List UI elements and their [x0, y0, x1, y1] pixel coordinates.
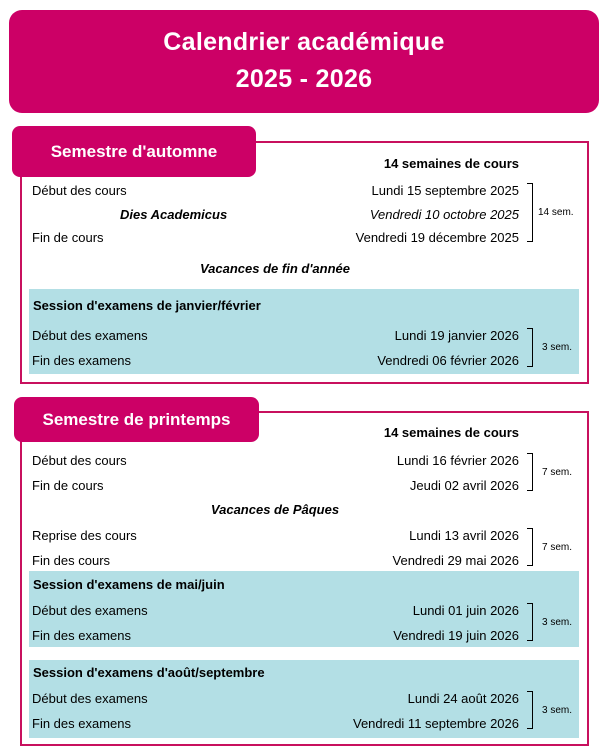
autumn-weeks-count: 14 semaines de cours [383, 156, 519, 171]
autumn-start-date: Lundi 15 septembre 2025 [371, 183, 519, 198]
exam-jan-feb-span-bracket [527, 328, 533, 367]
spring-span1-label: 7 sem. [542, 467, 573, 478]
spring-semester-tab: Semestre de printemps [14, 397, 259, 442]
spring-resume-date: Lundi 13 avril 2026 [409, 528, 519, 543]
exam-aug-sep-start-label: Début des examens [32, 691, 148, 706]
autumn-span-label: 14 sem. [538, 207, 574, 218]
spring-start-date: Lundi 16 février 2026 [396, 453, 519, 468]
exam-may-june-end-label: Fin des examens [32, 628, 131, 643]
dies-academicus-date: Vendredi 10 octobre 2025 [369, 207, 519, 222]
exam-aug-sep-end-date: Vendredi 11 septembre 2026 [353, 716, 519, 731]
calendar-header [9, 10, 599, 113]
calendar-title: Calendrier académique [163, 28, 445, 56]
exam-may-june-end-date: Vendredi 19 juin 2026 [393, 628, 519, 643]
exam-aug-sep-title: Session d'examens d'août/septembre [33, 665, 265, 680]
exam-aug-sep-span-label: 3 sem. [542, 705, 573, 716]
exam-aug-sep-span-bracket [527, 691, 533, 729]
exam-jan-feb-span-label: 3 sem. [542, 342, 573, 353]
spring-span2-label: 7 sem. [542, 542, 573, 553]
autumn-end-label: Fin de cours [32, 230, 104, 245]
autumn-holiday-label: Vacances de fin d'année [199, 261, 350, 276]
exam-may-june-start-date: Lundi 01 juin 2026 [412, 603, 519, 618]
autumn-semester-tab: Semestre d'automne [12, 126, 256, 177]
exam-may-june-start-label: Début des examens [32, 603, 148, 618]
calendar-year: 2025 - 2026 [235, 65, 373, 93]
exam-may-june-title: Session d'examens de mai/juin [33, 577, 225, 592]
exam-may-june-span-label: 3 sem. [542, 617, 573, 628]
spring-resume-label: Reprise des cours [32, 528, 137, 543]
exam-jan-feb-start-label: Début des examens [32, 328, 148, 343]
exam-jan-feb-title: Session d'examens de janvier/février [33, 298, 261, 313]
autumn-end-date: Vendredi 19 décembre 2025 [355, 230, 519, 245]
spring-holiday-label: Vacances de Pâques [210, 502, 340, 517]
spring-span1-bracket [527, 453, 533, 491]
autumn-start-label: Début des cours [32, 183, 127, 198]
exam-aug-sep-start-date: Lundi 24 août 2026 [407, 691, 519, 706]
spring-weeks-count: 14 semaines de cours [383, 425, 519, 440]
spring-pause-date: Jeudi 02 avril 2026 [409, 478, 519, 493]
spring-start-label: Début des cours [32, 453, 127, 468]
exam-jan-feb-end-label: Fin des examens [32, 353, 131, 368]
exam-jan-feb-start-date: Lundi 19 janvier 2026 [394, 328, 519, 343]
dies-academicus-label: Dies Academicus [120, 207, 228, 222]
exam-jan-feb-end-date: Vendredi 06 février 2026 [377, 353, 519, 368]
exam-aug-sep-end-label: Fin des examens [32, 716, 131, 731]
spring-pause-label: Fin de cours [32, 478, 104, 493]
spring-span2-bracket [527, 528, 533, 566]
exam-may-june-span-bracket [527, 603, 533, 641]
spring-end-date: Vendredi 29 mai 2026 [392, 553, 519, 568]
autumn-span-bracket [527, 183, 533, 242]
spring-end-label: Fin des cours [32, 553, 111, 568]
